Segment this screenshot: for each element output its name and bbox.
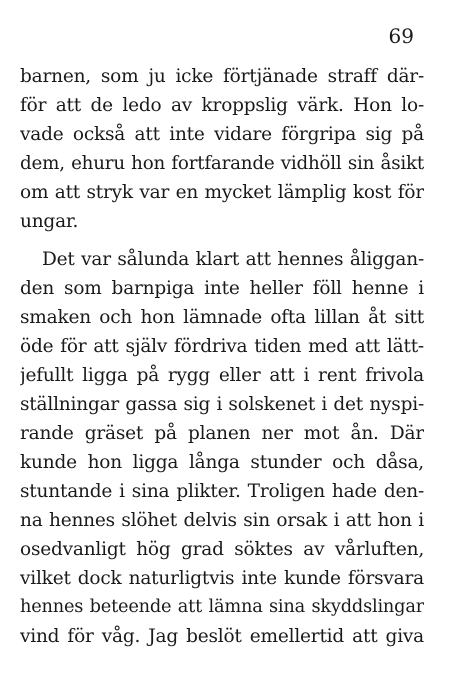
text-line: barnen, som ju icke förtjänade straff där- <box>20 66 424 87</box>
text-line: kunde hon ligga långa stunder och dåsa, <box>20 452 424 473</box>
text-line: Det var sålunda klart att hennes åliggan- <box>42 249 424 270</box>
text-line: smaken och hon lämnade ofta lillan åt sitt <box>20 307 424 328</box>
text-line: stuntande i sina plikter. Troligen hade den- <box>20 481 424 502</box>
text-line: osedvanligt hög grad söktes av vårluften, <box>20 539 424 560</box>
text-line: öde för att själv fördriva tiden med att lätt- <box>20 336 424 357</box>
text-line: vade också att inte vidare förgripa sig på <box>20 124 424 145</box>
text-line: för att de ledo av kroppslig värk. Hon lo- <box>20 95 424 116</box>
text-line: ställningar gassa sig i solskenet i det nyspi- <box>20 394 424 415</box>
paragraph-1 <box>20 62 424 236</box>
page-number: 69 <box>388 24 414 48</box>
text-line: den som barnpiga inte heller föll henne i <box>20 278 424 299</box>
text-line: om att stryk var en mycket lämplig kost för <box>20 182 424 203</box>
text-line: hennes beteende att lämna sina skyddslingar <box>20 597 424 617</box>
text-line: dem, ehuru hon fortfarande vidhöll sin åsikt <box>20 153 424 174</box>
text-line: vilket dock naturligtvis inte kunde försvara <box>20 568 424 589</box>
paragraph-2 <box>20 245 424 651</box>
text-line: jefullt ligga på rygg eller att i rent frivola <box>20 365 424 386</box>
text-line: na hennes slöhet delvis sin orsak i att hon i <box>20 510 424 531</box>
text-line: ungar. <box>20 211 79 232</box>
text-line: rande gräset på planen ner mot ån. Där <box>20 423 424 444</box>
text-line: vind för våg. Jag beslöt emellertid att giva <box>20 626 424 647</box>
